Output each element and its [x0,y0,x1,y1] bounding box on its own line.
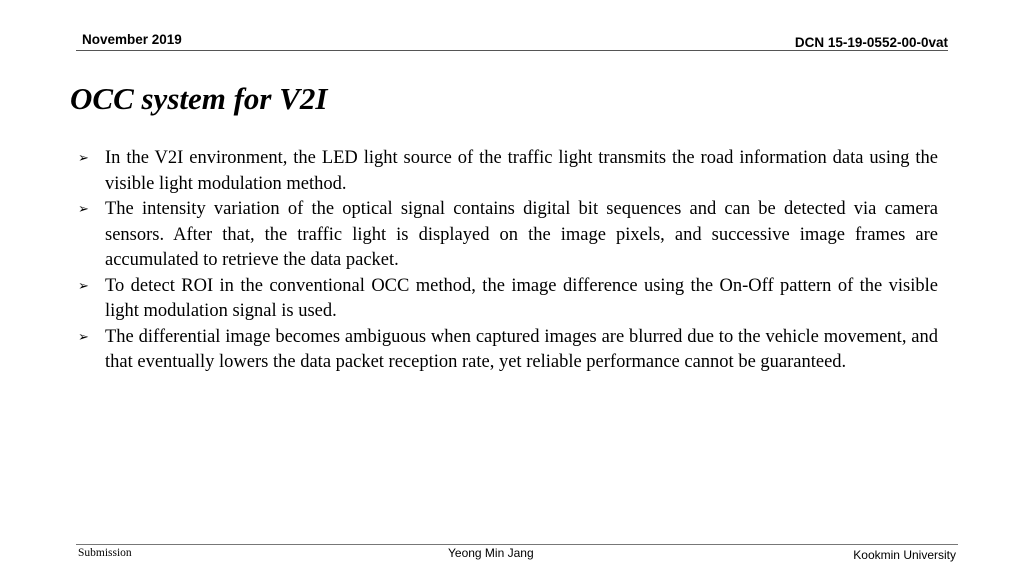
bullet-list [76,146,938,376]
header-divider [76,50,948,51]
bullet-text: The differential image becomes ambiguous when captured images are blurred due to the vehicle movement, and that eventually lowers the data packet reception rate, yet reliable performance cannot be guaranteed. [105,326,938,372]
footer-author: Yeong Min Jang [448,546,534,560]
bullet-text: In the V2I environment, the LED light source of the traffic light transmits the road information data using the visible light modulation method. [105,148,938,194]
bullet-item [76,325,938,376]
bullet-item [76,197,938,274]
bullet-text: The intensity variation of the optical signal contains digital bit sequences and can be detected via camera sensors. After that, the traffic light is displayed on the image pixels, and successive image frames are accumulated to retrieve the data packet. [105,199,938,270]
bullet-text: To detect ROI in the conventional OCC method, the image difference using the On-Off pattern of the visible light modulation signal is used. [105,275,938,321]
arrow-bullet-icon: ➢ [78,151,89,166]
arrow-bullet-icon: ➢ [78,202,89,217]
bullet-item [76,146,938,197]
footer-organization: Kookmin University [853,548,956,562]
arrow-bullet-icon: ➢ [78,278,89,294]
header-date: November 2019 [82,32,182,47]
arrow-bullet-icon: ➢ [78,329,89,345]
footer-submission: Submission [78,547,132,559]
bullet-item [76,274,938,325]
header-document-number: DCN 15-19-0552-00-0vat [794,35,948,50]
slide-title: OCC system for V2I [70,81,328,116]
footer-divider [76,544,958,545]
